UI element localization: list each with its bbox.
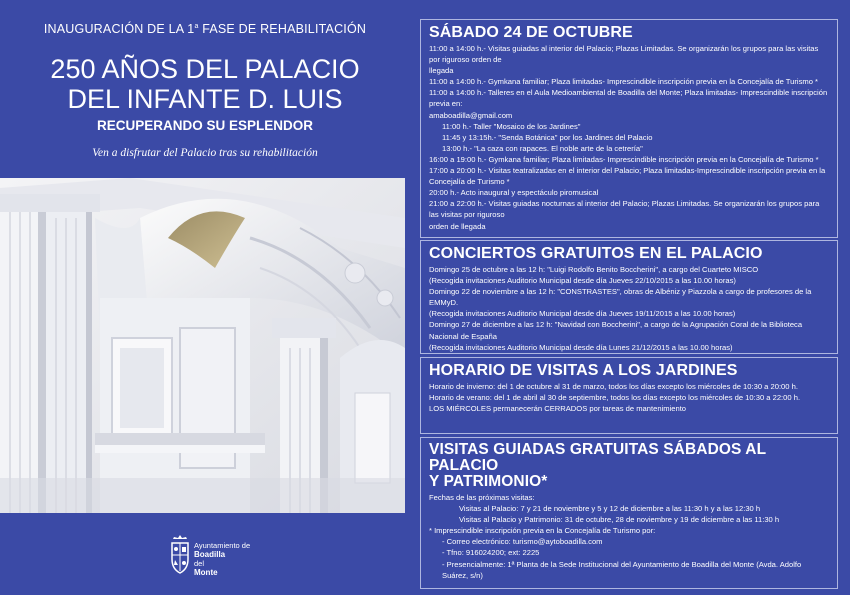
contact-email: - Correo electrónico: turismo@aytoboadilla.com — [442, 537, 603, 547]
schedule-line: 11:00 a 14:00 h.- Visitas guiadas al interior del Palacio; Plazas Limitadas. Se organizarán los grupos para las visitas por riguroso orden de — [429, 44, 819, 65]
schedule-line: 13:00 h.- "La caza con rapaces. El noble arte de la cetrería" — [442, 143, 643, 153]
heading-line-1: VISITAS GUIADAS GRATUITAS SÁBADOS AL PALACIO — [429, 441, 766, 474]
schedule-line: 20:00 h.- Acto inaugural y espectáculo piromusical — [429, 188, 599, 198]
schedule-line: 21:00 a 22:00 h.- Visitas guiadas nocturnas al interior del Palacio; Plazas Limitadas. Se organizarán los grupos para las visitas por riguroso — [429, 199, 820, 220]
page-title — [0, 54, 410, 114]
schedule-line: 11:00 h.- Taller "Mosaico de los Jardines" — [442, 121, 581, 131]
concert-line: Domingo 25 de octubre a las 12 h: "Luigi Rodolfo Benito Boccherini", a cargo del Cuarteto MISCO — [429, 265, 759, 274]
subtitle: RECUPERANDO SU ESPLENDOR — [96, 118, 314, 133]
concert-line: (Recogida invitaciones Auditorio Municipal desde día Lunes 21/12/2015 a las 10.00 horas) — [429, 342, 733, 352]
heading-line-2: Y PATRIMONIO* — [429, 473, 548, 490]
ayuntamiento-logo — [170, 535, 280, 583]
section-horario — [420, 357, 838, 434]
schedule-line: 11:45 y 13:15h.- "Senda Botánica" por los Jardines del Palacio — [442, 132, 653, 142]
concert-line: (Recogida invitaciones Auditorio Municipal desde día Jueves 19/11/2015 a las 10.00 horas) — [429, 309, 736, 319]
concert-line: Domingo 27 de diciembre a las 12 h: "Navidad con Boccherini", a cargo de la Agrupación Coral de la Biblioteca Nacional de España — [429, 320, 803, 341]
section-heading: HORARIO DE VISITAS A LOS JARDINES — [429, 362, 738, 379]
schedule-line: 11:00 a 14:00 h.- Gymkana familiar; Plaza limitadas- Imprescindible inscripción previa en la Concejalía de Turismo * — [429, 77, 819, 87]
logo-line-2: Boadilla — [194, 550, 226, 559]
concert-line: (Recogida invitaciones Auditorio Municipal desde día Jueves 22/10/2015 a las 10.00 horas) — [429, 276, 736, 286]
hours-line: Horario de verano: del 1 de abril al 30 de septiembre, todos los días excepto los miércoles de 10:30 a 22:00 h. — [429, 393, 801, 403]
schedule-line: 11:00 a 14:00 h.- Talleres en el Aula Medioambiental de Boadilla del Monte; Plaza limitadas- Imprescindible inscripción previa en: — [429, 88, 828, 109]
logo-line-4: Monte — [194, 568, 218, 577]
email-text: amaboadilla@gmail.com — [429, 110, 513, 120]
title-line-2: DEL INFANTE D. LUIS — [67, 84, 343, 114]
kicker-superscript: a — [194, 22, 199, 30]
contact-phone: - Tfno: 916024200; ext: 2225 — [442, 548, 540, 558]
logo-line-3: del — [194, 559, 205, 568]
visit-line: Fechas de las próximas visitas: — [429, 493, 535, 502]
left-column — [0, 0, 410, 595]
section-heading: CONCIERTOS GRATUITOS EN EL PALACIO — [429, 245, 763, 262]
title-line-1: 250 AÑOS DEL PALACIO — [50, 54, 360, 84]
schedule-line: llegada — [429, 66, 454, 76]
logo-text — [194, 541, 250, 577]
kicker-text-end: FASE DE REHABILITACIÓN — [198, 22, 367, 36]
section-heading: SÁBADO 24 DE OCTUBRE — [429, 24, 633, 41]
concert-line: Domingo 22 de noviembre a las 12 h: "CONSTRASTES", obras de Albéniz y Piazzola a cargo de profesores de la EMMyD. — [429, 287, 812, 308]
tagline: Ven a disfrutar del Palacio tras su rehabilitación — [92, 147, 318, 159]
visit-line: Visitas al Palacio: 7 y 21 de noviembre y 5 y 12 de diciembre a las 11:30 h y a las 12:30 h — [459, 504, 761, 514]
hours-line: Horario de invierno: del 1 de octubre al 31 de marzo, todos los días excepto los miércoles de 10:30 a 20:00 h. — [429, 382, 798, 391]
logo-line-1: Ayuntamiento de — [194, 541, 251, 550]
visit-line: * Imprescindible inscripción previa en la Concejalía de Turismo por: — [429, 526, 656, 536]
kicker-text: INAUGURACIÓN DE LA 1 — [43, 22, 195, 36]
section-heading — [429, 442, 829, 490]
contact-address: - Presencialmente: 1ª Planta de la Sede Institucional del Ayuntamiento de Boadilla del Monte (Avda. Adolfo Suárez, s/n) — [442, 559, 802, 580]
section-conciertos — [420, 240, 838, 354]
schedule-line: 17:00 a 20:00 h.- Visitas teatralizadas en el interior del Palacio; Plaza limitadas-Imprescindible inscripción previa en la Concejalía de Turismo * — [429, 166, 826, 187]
coat-of-arms-icon — [170, 535, 190, 575]
palace-interior-illustration — [0, 178, 405, 513]
schedule-line: 16:00 a 19:00 h.- Gymkana familiar; Plaza limitadas- Imprescindible inscripción previa en la Concejalía de Turismo * — [429, 154, 819, 164]
palace-interior-photo — [0, 178, 405, 513]
visit-line: Visitas al Palacio y Patrimonio: 31 de octubre, 28 de noviembre y 19 de diciembre a las 11:30 h — [459, 515, 780, 525]
section-visitas — [420, 437, 838, 589]
kicker — [0, 22, 410, 36]
section-sabado — [420, 19, 838, 238]
hours-line: LOS MIÉRCOLES permanecerán CERRADOS por tareas de mantenimiento — [429, 404, 687, 414]
schedule-line: orden de llegada — [429, 221, 486, 231]
